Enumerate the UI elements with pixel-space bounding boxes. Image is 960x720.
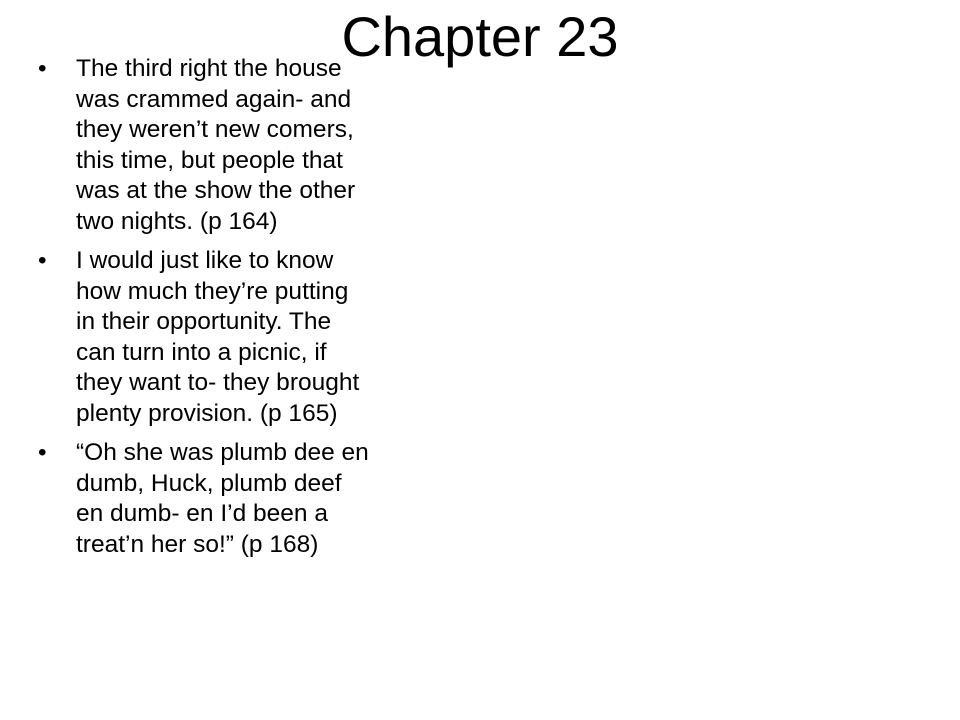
slide-title: Chapter 23 [341, 5, 619, 68]
bullet-item [0, 54, 470, 237]
bullet-text: “Oh she was plumb dee en dumb, Huck, plumb deef en dumb- en I’d been a treat’n her so!” (p 168) [76, 439, 369, 558]
bullet-item [0, 438, 470, 560]
bullet-marker-icon: • [38, 439, 47, 466]
bullet-marker-icon: • [38, 247, 47, 274]
bullet-text: The third right the house was crammed again- and they weren’t new comers, this time, but people that was at the show the other two nights. (p 164) [76, 55, 356, 235]
bullet-list [0, 54, 470, 569]
bullet-marker-icon: • [38, 55, 47, 82]
bullet-item [0, 246, 470, 429]
bullet-text: I would just like to know how much they’re putting in their opportunity. The can turn into a picnic, if they want to- they brought plenty provision. (p 165) [76, 247, 360, 427]
